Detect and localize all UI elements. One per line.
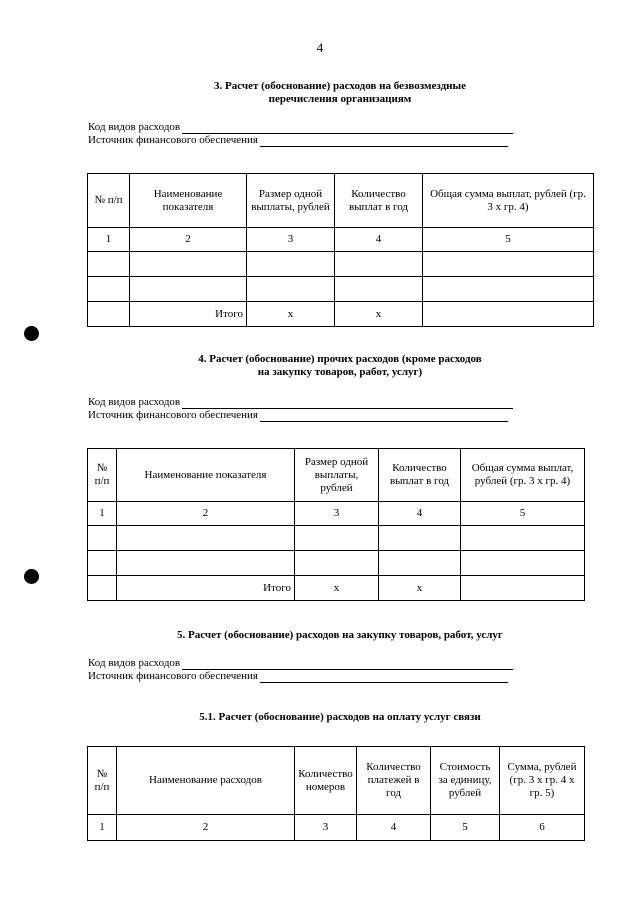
section51-title: 5.1. Расчет (обоснование) расходов на оплату услуг связи (199, 711, 481, 723)
number-cell: 2 (130, 228, 247, 252)
number-cell: 5 (461, 502, 585, 526)
header-cell: Количество выплат в год (335, 174, 423, 228)
total-label: Итого (117, 576, 295, 601)
header-cell: Размер одной выплаты, рублей (295, 449, 379, 502)
empty-cell[interactable] (295, 551, 379, 576)
empty-cell (88, 576, 117, 601)
header-cell: Количество номеров (295, 747, 357, 815)
number-cell: 3 (295, 502, 379, 526)
table-header-row (88, 449, 585, 502)
number-cell: 2 (117, 815, 295, 841)
table-header-row (88, 174, 594, 228)
section4-title-line2: на закупку товаров, работ, услуг) (257, 366, 423, 378)
empty-cell[interactable] (117, 551, 295, 576)
total-row (88, 302, 594, 327)
header-cell: № п/п (88, 449, 117, 502)
expense-code-line[interactable] (182, 659, 513, 670)
section3-expense-code-field (88, 121, 513, 134)
section5-title: 5. Расчет (обоснование) расходов на закупку товаров, работ, услуг (177, 629, 503, 641)
number-cell: 4 (357, 815, 431, 841)
binder-hole-icon (24, 569, 39, 584)
table-row (88, 551, 585, 576)
total-cell: х (335, 302, 423, 327)
section3-title-line2: перечисления организациям (268, 93, 412, 105)
header-cell: Размер одной выплаты, рублей (247, 174, 335, 228)
empty-cell[interactable] (379, 526, 461, 551)
number-cell: 1 (88, 502, 117, 526)
header-cell: Общая сумма выплат, рублей (гр. 3 х гр. 4) (423, 174, 594, 228)
total-cell: х (247, 302, 335, 327)
empty-cell[interactable] (423, 277, 594, 302)
empty-cell[interactable] (130, 277, 247, 302)
empty-cell[interactable] (130, 252, 247, 277)
empty-cell[interactable] (247, 252, 335, 277)
header-cell: № п/п (88, 174, 130, 228)
funding-source-line[interactable] (260, 411, 508, 422)
number-cell: 3 (247, 228, 335, 252)
number-cell: 4 (335, 228, 423, 252)
empty-cell[interactable] (117, 526, 295, 551)
header-cell: Количество платежей в год (357, 747, 431, 815)
section4-funding-source-field (88, 409, 508, 422)
section5-funding-source-field (88, 670, 508, 683)
number-cell: 6 (500, 815, 585, 841)
column-number-row (88, 502, 585, 526)
table-row (88, 252, 594, 277)
empty-cell[interactable] (247, 277, 335, 302)
empty-cell[interactable] (88, 252, 130, 277)
section3-title (120, 80, 560, 106)
empty-cell[interactable] (335, 277, 423, 302)
header-cell: Стоимость за единицу, рублей (431, 747, 500, 815)
table-row (88, 526, 585, 551)
table-row (88, 277, 594, 302)
column-number-row (88, 228, 594, 252)
expense-code-line[interactable] (182, 398, 513, 409)
funding-source-line[interactable] (260, 136, 508, 147)
binder-hole-icon (24, 326, 39, 341)
section4-table (87, 448, 585, 601)
empty-cell[interactable] (335, 252, 423, 277)
header-cell: Общая сумма выплат, рублей (гр. 3 х гр. 4) (461, 449, 585, 502)
empty-cell[interactable] (379, 551, 461, 576)
section3-title-line1: 3. Расчет (обоснование) расходов на безвозмездные (214, 80, 466, 92)
number-cell: 5 (423, 228, 594, 252)
empty-cell (88, 302, 130, 327)
expense-code-label: Код видов расходов (88, 657, 181, 669)
number-cell: 1 (88, 815, 117, 841)
number-cell: 5 (431, 815, 500, 841)
section3-table (87, 173, 594, 327)
number-cell: 3 (295, 815, 357, 841)
funding-source-line[interactable] (260, 672, 508, 683)
funding-source-label: Источник финансового обеспечения (88, 670, 258, 682)
empty-cell[interactable] (423, 252, 594, 277)
total-cell: х (295, 576, 379, 601)
empty-cell[interactable] (295, 526, 379, 551)
expense-code-label: Код видов расходов (88, 396, 181, 408)
section3-funding-source-field (88, 134, 508, 147)
total-label: Итого (130, 302, 247, 327)
page-number: 4 (316, 40, 324, 55)
header-cell: Наименование показателя (117, 449, 295, 502)
empty-cell[interactable] (461, 551, 585, 576)
section5-expense-code-field (88, 657, 513, 670)
header-cell: Количество выплат в год (379, 449, 461, 502)
total-row (88, 576, 585, 601)
funding-source-label: Источник финансового обеспечения (88, 409, 258, 421)
header-cell: Наименование показателя (130, 174, 247, 228)
header-cell: Сумма, рублей (гр. 3 х гр. 4 х гр. 5) (500, 747, 585, 815)
expense-code-line[interactable] (182, 123, 513, 134)
number-cell: 4 (379, 502, 461, 526)
column-number-row (88, 815, 585, 841)
table-header-row (88, 747, 585, 815)
section51-table (87, 746, 585, 841)
header-cell: № п/п (88, 747, 117, 815)
empty-cell[interactable] (88, 551, 117, 576)
funding-source-label: Источник финансового обеспечения (88, 134, 258, 146)
empty-cell[interactable] (461, 526, 585, 551)
total-sum-cell[interactable] (461, 576, 585, 601)
section4-title (120, 353, 560, 379)
total-cell: х (379, 576, 461, 601)
number-cell: 1 (88, 228, 130, 252)
total-sum-cell[interactable] (423, 302, 594, 327)
section4-expense-code-field (88, 396, 513, 409)
empty-cell[interactable] (88, 277, 130, 302)
header-cell: Наименование расходов (117, 747, 295, 815)
expense-code-label: Код видов расходов (88, 121, 181, 133)
section4-title-line1: 4. Расчет (обоснование) прочих расходов (кроме расходов (198, 353, 482, 365)
number-cell: 2 (117, 502, 295, 526)
empty-cell[interactable] (88, 526, 117, 551)
